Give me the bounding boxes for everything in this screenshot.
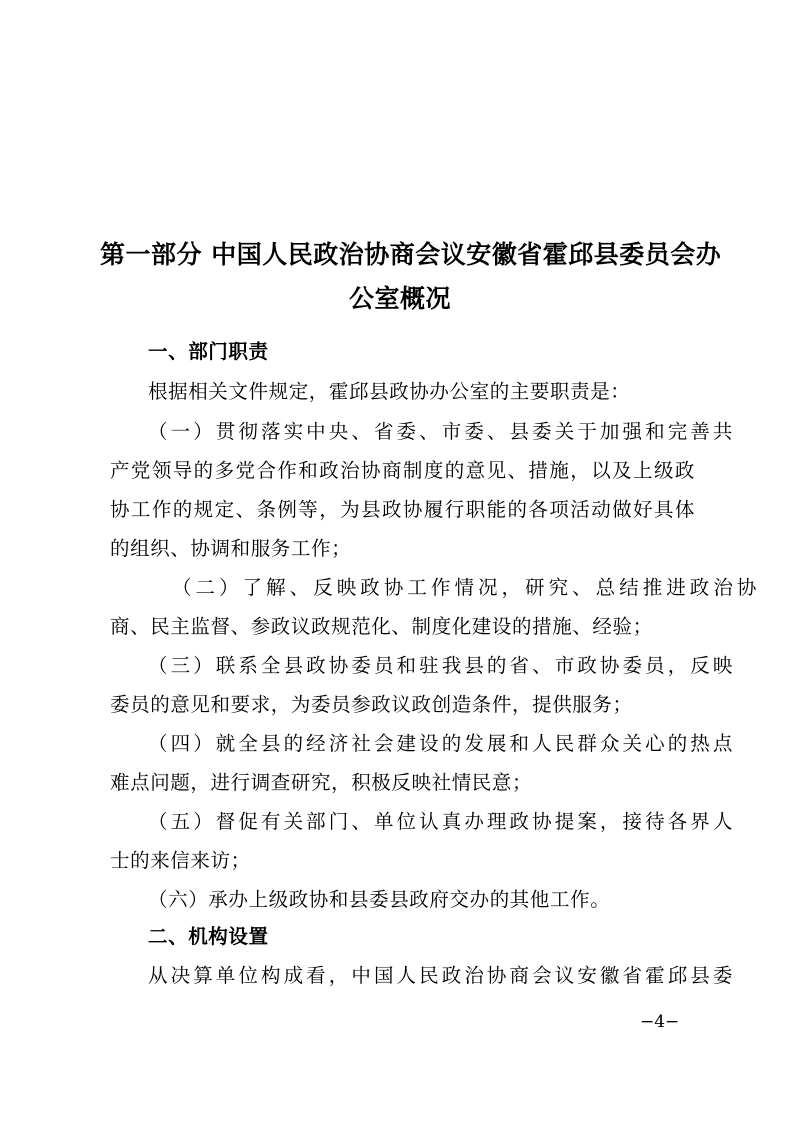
duty-5-line-1: （五）督促有关部门、单位认真办理政协提案，接待各界人 [148,810,733,833]
section-heading-duties: 一、部门职责 [148,340,269,363]
duty-1-line-3: 协工作的规定、条例等，为县政协履行职能的各项活动做好具体 [110,498,695,521]
section-heading-organization: 二、机构设置 [148,925,269,948]
duties-intro: 根据相关文件规定，霍邱县政协办公室的主要职责是： [148,380,631,403]
duty-1-line-1: （一）贯彻落实中央、省委、市委、县委关于加强和完善共 [148,420,733,443]
duty-1-line-4: 的组织、协调和服务工作； [110,537,352,560]
duty-2-line-2: 商、民主监督、参政议政规范化、制度化建设的措施、经验； [110,615,653,638]
page-title-line-1: 第一部分 中国人民政治协商会议安徽省霍邱县委员会办 [100,240,722,269]
duty-3-line-2: 委员的意见和要求，为委员参政议政创造条件，提供服务； [110,693,633,716]
duty-5-line-2: 士的来信来访； [110,849,251,872]
duty-6-line-1: （六）承办上级政协和县委县政府交办的其他工作。 [148,888,611,911]
duty-1-line-2: 产党领导的多党合作和政治协商制度的意见、措施，以及上级政 [110,459,695,482]
duty-4-line-2: 难点问题，进行调查研究，积极反映社情民意； [110,771,533,794]
duty-4-line-1: （四）就全县的经济社会建设的发展和人民群众关心的热点 [148,732,733,755]
page-number: −4− [640,1012,680,1032]
duty-3-line-1: （三）联系全县政协委员和驻我县的省、市政协委员，反映 [148,654,733,677]
duty-2-line-1: （二）了解、反映政协工作情况，研究、总结推进政治协 [172,576,757,599]
organization-line-1: 从决算单位构成看，中国人民政治协商会议安徽省霍邱县委 [148,964,733,987]
page-title-line-2: 公室概况 [348,284,451,313]
